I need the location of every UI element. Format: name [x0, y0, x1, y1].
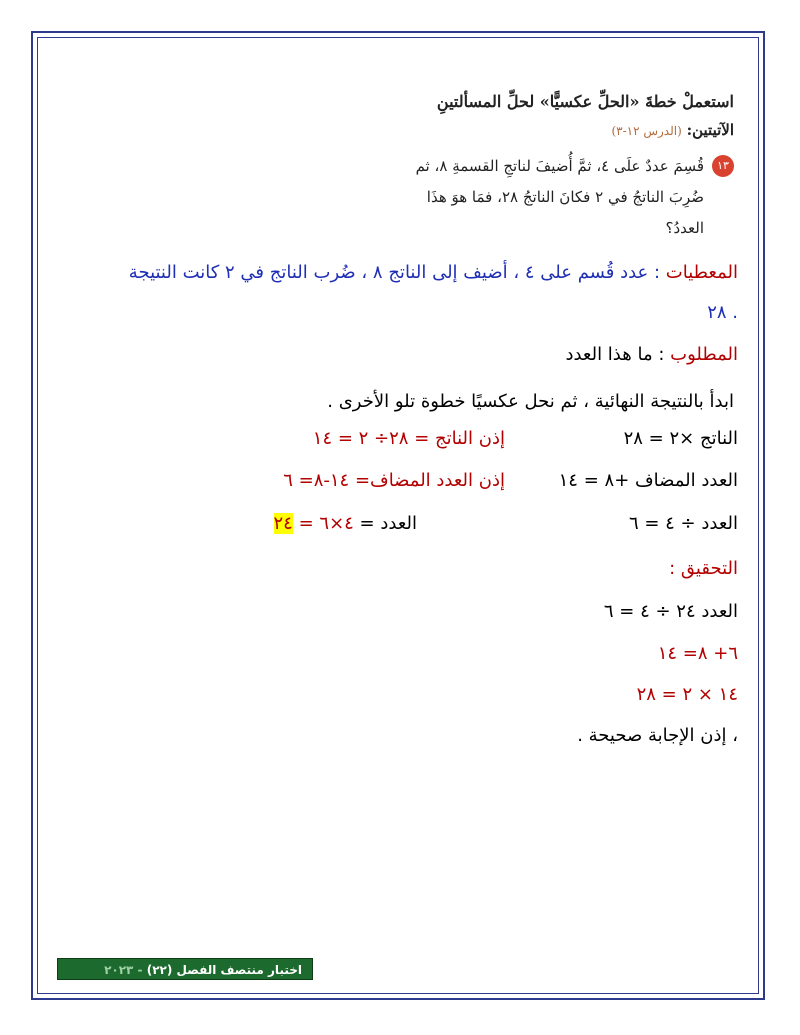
givens-text: : عدد قُسم على ٤ ، أضيف إلى الناتج ٨ ، ضُرب الناتج في ٢ كانت النتيجة	[128, 262, 661, 283]
problem-line-1: قُسِمَ عددٌ علَى ٤، ثمَّ أُضيفَ لناتجِ القسمةِ ٨، ثم	[415, 157, 704, 175]
instruction-line-1: استعملْ خطةَ «الحلِّ عكسيًّا» لحلِّ المسألتينِ	[436, 92, 734, 111]
instruction-line-2	[611, 121, 734, 139]
instruction-label: الآتيتين:	[686, 121, 734, 139]
check-line-1: العدد ٢٤ ÷ ٤ = ٦	[603, 601, 738, 622]
required-line	[565, 344, 738, 365]
step-2-right	[283, 470, 505, 491]
step-3-right-label: العدد =	[353, 513, 417, 534]
step-3-left: العدد ÷ ٤ = ٦	[628, 513, 738, 534]
step-2-right-label: إذن العدد المضاف=	[354, 470, 505, 491]
lesson-reference: (الدرس ١٢-٣)	[611, 124, 682, 138]
conclusion: ، إذن الإجابة صحيحة .	[577, 725, 738, 746]
step-3-right-expr: ٤×٦ =	[292, 513, 354, 534]
step-3-right	[274, 513, 417, 534]
footer-text: اختبار منتصف الفصل (٢٢)	[146, 963, 302, 977]
check-line-2: ٦+ ٨= ١٤	[657, 643, 738, 664]
step-1-left: الناتج ×٢ = ٢٨	[623, 428, 738, 449]
footer-faded-text: - ٢٠٢٣	[104, 963, 143, 977]
givens-line	[129, 262, 738, 283]
givens-label: المعطيات	[665, 262, 738, 283]
problem-line-2: ضُرِبَ الناتجُ في ٢ فكانَ الناتجُ ٢٨، فمَا هوَ هذَا	[426, 188, 704, 206]
footer-banner	[57, 958, 313, 980]
givens-line-2: . ٢٨	[707, 302, 738, 323]
required-text: : ما هذا العدد	[565, 344, 665, 365]
step-2-right-value: ١٤-٨= ٦	[283, 470, 350, 491]
step-2-left: العدد المضاف +٨ = ١٤	[558, 470, 738, 491]
step-1-right: إذن الناتج = ٢٨÷ ٢ = ١٤	[312, 428, 505, 449]
problem-number-badge: ١٣	[712, 155, 734, 177]
check-label: التحقيق :	[669, 558, 738, 579]
final-answer: ٢٤	[273, 513, 293, 534]
strategy-text: ابدأ بالنتيجة النهائية ، ثم نحل عكسيًا خطوة تلو الأخرى .	[327, 391, 734, 412]
problem-line-3: العددُ؟	[665, 219, 704, 237]
check-line-3: ١٤ × ٢ = ٢٨	[636, 684, 738, 705]
required-label: المطلوب	[670, 344, 738, 365]
